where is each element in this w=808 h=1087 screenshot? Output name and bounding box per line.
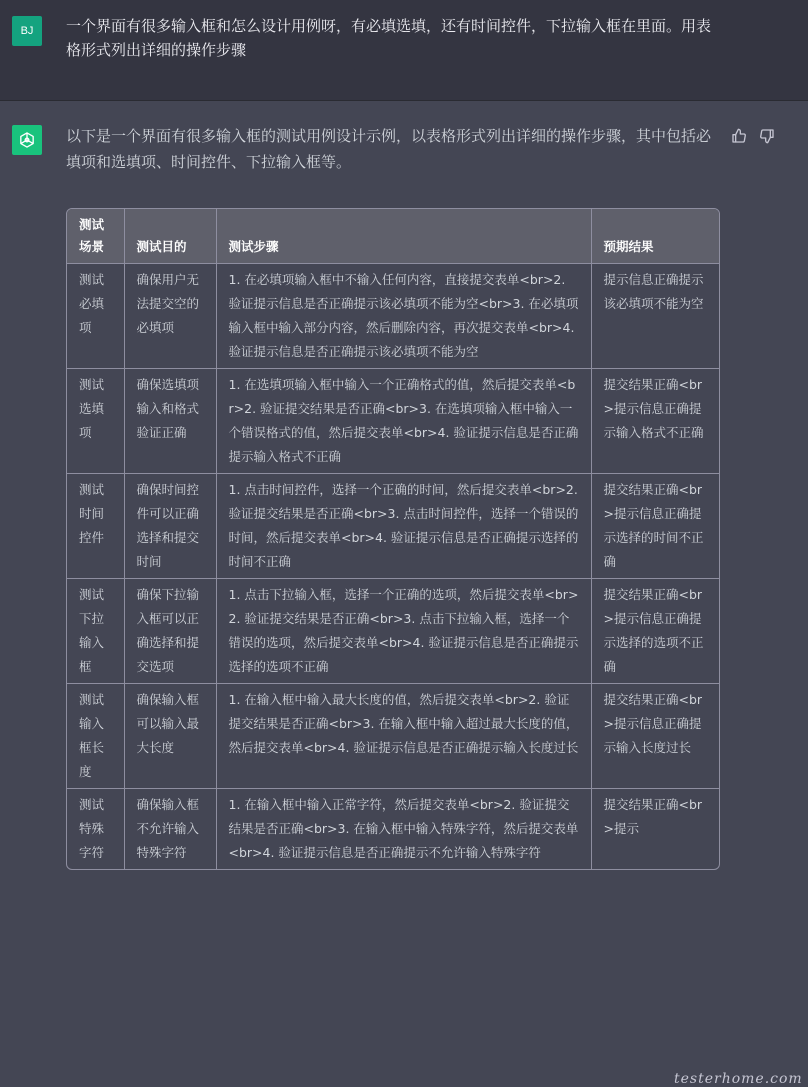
header-scene: 测试场景	[67, 209, 124, 264]
cell-purpose: 确保选填项输入和格式验证正确	[124, 369, 216, 474]
cell-steps: 1. 点击时间控件，选择一个正确的时间，然后提交表单<br>2. 验证提交结果是否正确<br>3. 点击时间控件，选择一个错误的时间，然后提交表单<br>4. 验证提示信息是否正确提示选择的时间不正确	[216, 474, 591, 579]
table-row	[67, 579, 719, 684]
cell-expected: 提交结果正确<br>提示信息正确提示输入格式不正确	[591, 369, 719, 474]
cell-expected: 提交结果正确<br>提示	[591, 789, 719, 870]
cell-scene: 测试下拉输入框	[67, 579, 124, 684]
thumbs-up-icon[interactable]	[730, 127, 748, 145]
cell-scene: 测试必填项	[67, 264, 124, 369]
cell-scene: 测试时间控件	[67, 474, 124, 579]
cell-expected: 提交结果正确<br>提示信息正确提示选择的时间不正确	[591, 474, 719, 579]
assistant-message-row	[0, 101, 808, 1087]
watermark: testerhome.com	[674, 1071, 803, 1087]
cell-purpose: 确保输入框可以输入最大长度	[124, 684, 216, 789]
cell-scene: 测试输入框长度	[67, 684, 124, 789]
table-row	[67, 369, 719, 474]
table-header-row	[67, 209, 719, 264]
cell-expected: 提交结果正确<br>提示信息正确提示选择的选项不正确	[591, 579, 719, 684]
user-message: 一个界面有很多输入框和怎么设计用例呀，有必填选填，还有时间控件，下拉输入框在里面。用表格形式列出详细的操作步骤	[66, 17, 712, 59]
table-row	[67, 474, 719, 579]
cell-purpose: 确保时间控件可以正确选择和提交时间	[124, 474, 216, 579]
cell-steps: 1. 在必填项输入框中不输入任何内容，直接提交表单<br>2. 验证提示信息是否正确提示该必填项不能为空<br>3. 在必填项输入框中输入部分内容，然后删除内容，再次提交表单<br>4. 验证提示信息是否正确提示该必填项不能为空	[216, 264, 591, 369]
user-avatar: BJ	[12, 16, 42, 46]
cell-purpose: 确保输入框不允许输入特殊字符	[124, 789, 216, 870]
openai-logo-icon	[12, 125, 42, 155]
user-message-row	[0, 0, 808, 101]
feedback-buttons	[730, 127, 776, 145]
table-row	[67, 789, 719, 870]
cell-steps: 1. 在选填项输入框中输入一个正确格式的值，然后提交表单<br>2. 验证提交结果是否正确<br>3. 在选填项输入框中输入一个错误格式的值，然后提交表单<br>4. 验证提示信息是否正确提示输入格式不正确	[216, 369, 591, 474]
cell-scene: 测试选填项	[67, 369, 124, 474]
assistant-intro: 以下是一个界面有很多输入框的测试用例设计示例，以表格形式列出详细的操作步骤，其中包括必填项和选填项、时间控件、下拉输入框等。	[66, 127, 712, 171]
test-case-table	[66, 208, 720, 870]
header-steps: 测试步骤	[216, 209, 591, 264]
cell-purpose: 确保用户无法提交空的必填项	[124, 264, 216, 369]
cell-steps: 1. 点击下拉输入框，选择一个正确的选项，然后提交表单<br>2. 验证提交结果是否正确<br>3. 点击下拉输入框，选择一个错误的选项，然后提交表单<br>4. 验证提示信息是否正确提示选择的选项不正确	[216, 579, 591, 684]
cell-purpose: 确保下拉输入框可以正确选择和提交选项	[124, 579, 216, 684]
header-purpose: 测试目的	[124, 209, 216, 264]
cell-steps: 1. 在输入框中输入最大长度的值，然后提交表单<br>2. 验证提交结果是否正确<br>3. 在输入框中输入超过最大长度的值，然后提交表单<br>4. 验证提示信息是否正确提示输入长度过长	[216, 684, 591, 789]
cell-scene: 测试特殊字符	[67, 789, 124, 870]
header-expected: 预期结果	[591, 209, 719, 264]
cell-expected: 提示信息正确提示该必填项不能为空	[591, 264, 719, 369]
table-row	[67, 684, 719, 789]
table-row	[67, 264, 719, 369]
cell-steps: 1. 在输入框中输入正常字符，然后提交表单<br>2. 验证提交结果是否正确<br>3. 在输入框中输入特殊字符，然后提交表单<br>4. 验证提示信息是否正确提示不允许输入特殊字符	[216, 789, 591, 870]
thumbs-down-icon[interactable]	[758, 127, 776, 145]
cell-expected: 提交结果正确<br>提示信息正确提示输入长度过长	[591, 684, 719, 789]
